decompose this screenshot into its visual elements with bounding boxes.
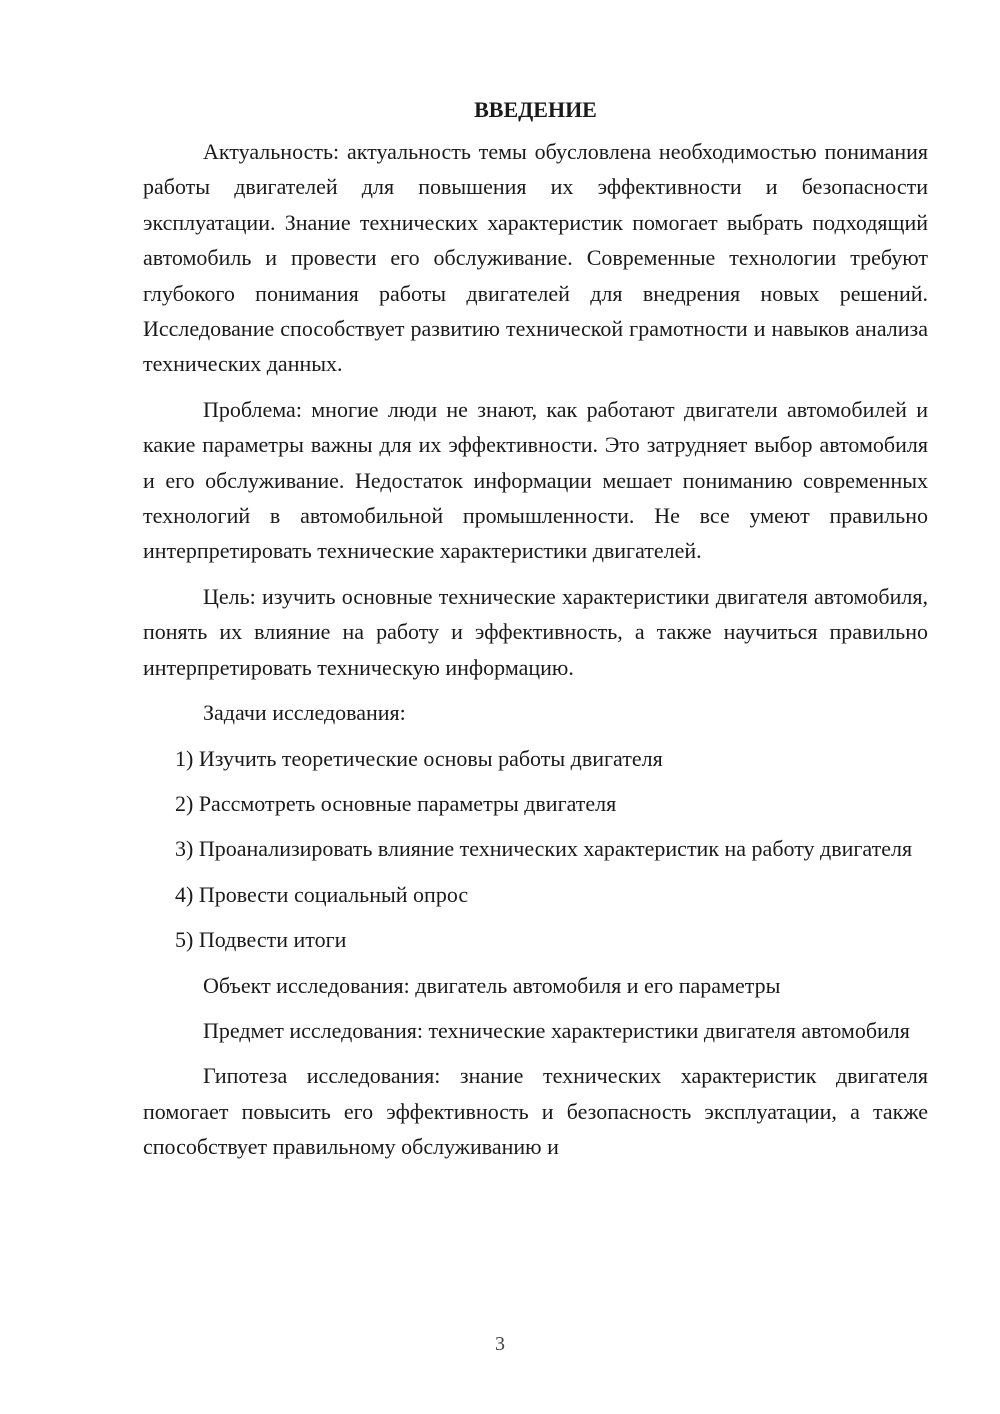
task-item-3: 3) Проанализировать влияние технических характеристик на работу двигателя bbox=[175, 836, 913, 862]
subject-paragraph: Предмет исследования: технические характеристики двигателя автомобиля bbox=[203, 1017, 910, 1043]
document-page bbox=[143, 94, 928, 1175]
problem-paragraph: Проблема: многие люди не знают, как работают двигатели автомобилей и какие параметры важны для их эффективности. Это затрудняет выбор автомобиля и его обслуживание. Недостаток информации мешает пониманию современных технологий в автомобильной промышленности. Не все умеют правильно интерпретировать технические характеристики двигателей. bbox=[143, 396, 928, 564]
task-item-1: 1) Изучить теоретические основы работы двигателя bbox=[175, 745, 663, 771]
tasks-heading: Задачи исследования: bbox=[203, 700, 406, 726]
goal-paragraph: Цель: изучить основные технические характеристики двигателя автомобиля, понять их влияние на работу и эффективность, а также научиться правильно интерпретировать техническую информацию. bbox=[143, 583, 928, 680]
section-heading: ВВЕДЕНИЕ bbox=[474, 97, 597, 122]
object-paragraph: Объект исследования: двигатель автомобиля и его параметры bbox=[203, 972, 781, 998]
task-item-4: 4) Провести социальный опрос bbox=[175, 881, 469, 907]
task-item-2: 2) Рассмотреть основные параметры двигателя bbox=[175, 790, 617, 816]
task-item-5: 5) Подвести итоги bbox=[175, 927, 347, 953]
page-number: 3 bbox=[495, 1333, 505, 1355]
hypothesis-paragraph: Гипотеза исследования: знание технических характеристик двигателя помогает повысить его эффективность и безопасность эксплуатации, а также способствует правильному обслуживанию и bbox=[143, 1063, 928, 1160]
relevance-paragraph: Актуальность: актуальность темы обусловлена необходимостью понимания работы двигателей для повышения их эффективности и безопасности эксплуатации. Знание технических характеристик помогает выбрать подходящий автомобиль и провести его обслуживание. Современные технологии требуют глубокого понимания работы двигателей для внедрения новых решений. Исследование способствует развитию технической грамотности и навыков анализа технических данных. bbox=[143, 139, 928, 377]
